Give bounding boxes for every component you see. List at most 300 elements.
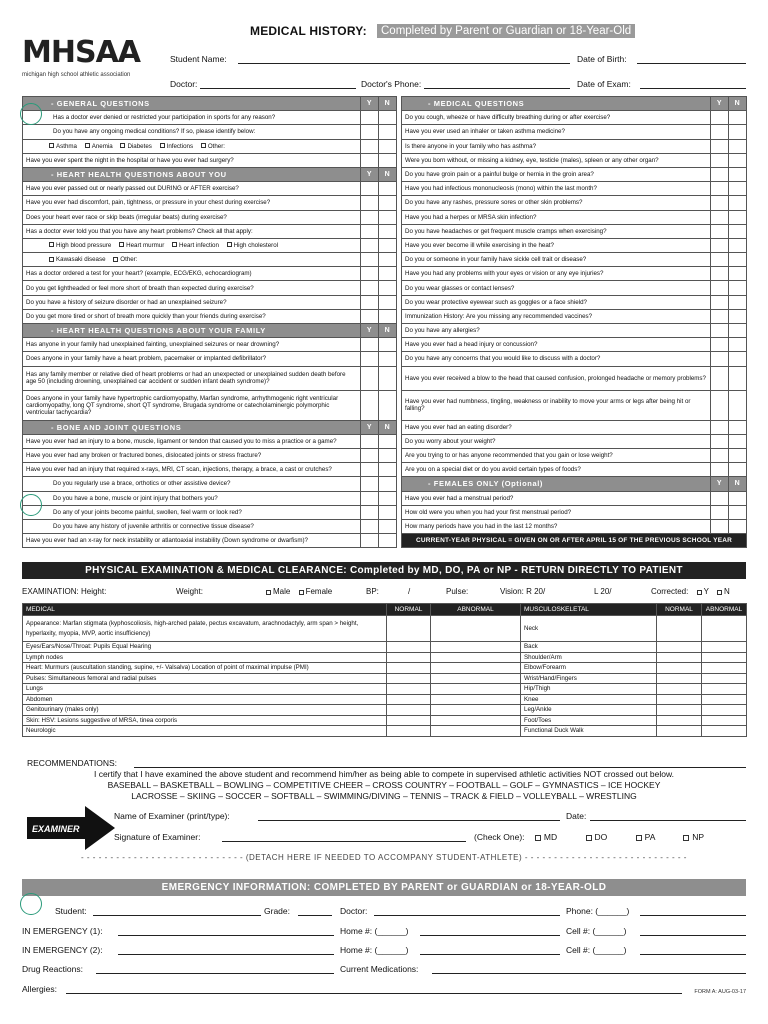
abnormal-cell[interactable]: [431, 663, 521, 674]
question-row: [402, 434, 747, 448]
no-cell[interactable]: [379, 448, 397, 462]
normal-cell[interactable]: [387, 684, 431, 695]
abnormal-cell[interactable]: [702, 673, 747, 684]
question-text: Do you get more tired or short of breath more quickly than your friends during exercise?: [23, 309, 361, 323]
normal-cell[interactable]: [657, 663, 702, 674]
yes-cell[interactable]: [711, 366, 729, 390]
question-text: Does anyone in your family have hypertrophic cardiomyopathy, Marfan syndrome, arrhythmogenic right ventricular cardiomyopathy, long QT syndrome, short QT syndrome, Brugada syndrome or catecholaminergic polymorphic ventricular tachycardia?: [23, 390, 361, 420]
normal-cell[interactable]: [387, 642, 431, 653]
musculo-item: Knee: [521, 694, 657, 705]
no-cell[interactable]: [729, 463, 747, 477]
abnormal-cell[interactable]: [702, 726, 747, 737]
yes-cell[interactable]: [711, 434, 729, 448]
question-text: Do you regularly use a brace, orthotics or other assistive device?: [23, 477, 361, 491]
examiner-label: EXAMINER: [32, 824, 80, 834]
no-cell[interactable]: [379, 253, 397, 267]
yes-cell[interactable]: [711, 139, 729, 153]
abnormal-cell[interactable]: [431, 694, 521, 705]
abnormal-cell[interactable]: [702, 715, 747, 726]
mhsaa-logo: [22, 36, 164, 86]
yes-cell[interactable]: [711, 281, 729, 295]
section-title: - MEDICAL QUESTIONS: [402, 97, 711, 111]
no-cell[interactable]: [379, 224, 397, 238]
no-header: N: [729, 477, 747, 491]
abnormal-cell[interactable]: [431, 673, 521, 684]
yes-cell[interactable]: [711, 224, 729, 238]
no-cell[interactable]: [729, 267, 747, 281]
question-text: Do you cough, wheeze or have difficulty breathing during or after exercise?: [402, 111, 711, 125]
section-title: - HEART HEALTH QUESTIONS ABOUT YOU: [23, 167, 361, 181]
question-text: Are you on a special diet or do you avoid certain types of foods?: [402, 463, 711, 477]
no-cell[interactable]: [379, 182, 397, 196]
question-text: Are you trying to or has anyone recommended that you gain or lose weight?: [402, 448, 711, 462]
yes-cell[interactable]: [361, 281, 379, 295]
abnormal-cell[interactable]: [431, 642, 521, 653]
home2-field[interactable]: [420, 954, 560, 955]
male-checkbox[interactable]: [266, 590, 271, 595]
emergency2-label: IN EMERGENCY (2):: [22, 945, 103, 955]
yes-cell[interactable]: [361, 434, 379, 448]
exam-item: Genitourinary (males only): [23, 705, 387, 716]
checkbox-row: [23, 139, 397, 153]
question-row: [402, 309, 747, 323]
no-cell[interactable]: [729, 139, 747, 153]
yes-cell[interactable]: [711, 111, 729, 125]
section-heart-you: [23, 167, 397, 181]
abnormal-cell[interactable]: [702, 684, 747, 695]
weight-label: Weight:: [176, 587, 203, 596]
yes-cell[interactable]: [711, 338, 729, 352]
no-cell[interactable]: [379, 139, 397, 153]
yes-cell[interactable]: [711, 505, 729, 519]
question-row: [402, 182, 747, 196]
checkbox[interactable]: [49, 143, 54, 148]
question-row: [402, 295, 747, 309]
em-student-field[interactable]: [93, 915, 261, 916]
question-row: [23, 477, 397, 491]
abnormal-cell[interactable]: [431, 715, 521, 726]
question-row: [402, 153, 747, 167]
normal-cell[interactable]: [387, 726, 431, 737]
no-cell[interactable]: [379, 267, 397, 281]
normal-cell[interactable]: [387, 694, 431, 705]
no-cell[interactable]: [729, 253, 747, 267]
question-row: [23, 448, 397, 462]
yes-cell[interactable]: [711, 324, 729, 338]
abnormal-cell[interactable]: [431, 616, 521, 642]
em-doctor-field[interactable]: [374, 915, 560, 916]
no-cell[interactable]: [729, 324, 747, 338]
yes-cell[interactable]: [711, 153, 729, 167]
no-cell[interactable]: [379, 352, 397, 366]
yes-cell[interactable]: [711, 182, 729, 196]
question-row: [402, 111, 747, 125]
question-text: Have you ever had an x-ray for neck instability or atlantoaxial instability (Down syndrome or dwarfism)?: [23, 534, 361, 548]
yes-cell[interactable]: [361, 519, 379, 533]
normal-header: NORMAL: [657, 604, 702, 616]
emergency1-field[interactable]: [118, 935, 334, 936]
no-cell[interactable]: [729, 390, 747, 420]
question-row: [402, 519, 747, 533]
yes-cell[interactable]: [361, 224, 379, 238]
corrected-no-checkbox[interactable]: [717, 590, 722, 595]
normal-cell[interactable]: [657, 652, 702, 663]
yes-cell[interactable]: [711, 253, 729, 267]
checkbox[interactable]: [120, 143, 125, 148]
no-cell[interactable]: [729, 167, 747, 181]
corrected-yes-checkbox[interactable]: [697, 590, 702, 595]
yes-cell[interactable]: [711, 390, 729, 420]
no-cell[interactable]: [379, 153, 397, 167]
doctor-field[interactable]: [200, 88, 356, 89]
musculo-item: Neck: [521, 616, 657, 642]
question-text: Has a doctor ever told you that you have any heart problems? Check all that apply:: [23, 224, 361, 238]
yes-cell[interactable]: [711, 238, 729, 252]
exam-row: [23, 726, 747, 737]
yes-cell[interactable]: [711, 309, 729, 323]
no-cell[interactable]: [729, 434, 747, 448]
np-checkbox[interactable]: [683, 835, 689, 841]
examiner-name-field[interactable]: [258, 820, 560, 821]
yes-cell[interactable]: [361, 491, 379, 505]
musculoskeletal-header: MUSCULOSKELETAL: [521, 604, 657, 616]
cell1-field[interactable]: [640, 935, 746, 936]
checkbox[interactable]: [49, 242, 54, 247]
no-cell[interactable]: [729, 309, 747, 323]
question-row: [23, 505, 397, 519]
yes-cell[interactable]: [361, 196, 379, 210]
logo-text: MHSAA: [22, 35, 141, 70]
question-row: [23, 534, 397, 548]
checkbox-label: Diabetes: [127, 142, 152, 150]
no-cell[interactable]: [729, 182, 747, 196]
question-row: [402, 491, 747, 505]
yes-cell[interactable]: [711, 267, 729, 281]
yes-cell[interactable]: [361, 295, 379, 309]
no-cell[interactable]: [729, 111, 747, 125]
exam-header-row: [23, 604, 747, 616]
vision-l-label: L 20/: [594, 587, 612, 596]
question-row: [23, 309, 397, 323]
cell2-field[interactable]: [640, 954, 746, 955]
yes-cell[interactable]: [361, 366, 379, 390]
home2-label: Home #: (______): [340, 945, 409, 955]
question-text: Have you had a herpes or MRSA skin infection?: [402, 210, 711, 224]
abnormal-cell[interactable]: [702, 642, 747, 653]
normal-cell[interactable]: [657, 694, 702, 705]
dob-field[interactable]: [637, 63, 746, 64]
yes-cell[interactable]: [711, 420, 729, 434]
normal-cell[interactable]: [657, 616, 702, 642]
section-medical: [402, 97, 747, 111]
yes-cell[interactable]: [711, 125, 729, 139]
yes-cell[interactable]: [361, 139, 379, 153]
checkbox[interactable]: [172, 242, 177, 247]
normal-cell[interactable]: [657, 684, 702, 695]
exam-item: Skin: HSV: Lesions suggestive of MRSA, tinea corporis: [23, 715, 387, 726]
no-header: N: [729, 97, 747, 111]
current-meds-field[interactable]: [432, 973, 746, 974]
yes-cell[interactable]: [361, 253, 379, 267]
emergency2-field[interactable]: [118, 954, 334, 955]
em-grade-field[interactable]: [298, 915, 332, 916]
emergency1-label: IN EMERGENCY (1):: [22, 926, 103, 936]
no-cell[interactable]: [729, 210, 747, 224]
no-cell[interactable]: [729, 196, 747, 210]
exam-row: [23, 663, 747, 674]
no-cell[interactable]: [379, 238, 397, 252]
pulse-label: Pulse:: [446, 587, 469, 596]
yes-cell[interactable]: [711, 519, 729, 533]
examiner-name-label: Name of Examiner (print/type):: [114, 811, 230, 821]
no-cell[interactable]: [729, 505, 747, 519]
current-year-row: [402, 534, 747, 548]
abnormal-cell[interactable]: [431, 705, 521, 716]
yes-cell[interactable]: [361, 210, 379, 224]
question-row: [23, 111, 397, 125]
checkbox-label: High blood pressure: [56, 241, 112, 249]
exam-date-field[interactable]: [590, 820, 746, 821]
pa-checkbox[interactable]: [636, 835, 642, 841]
no-cell[interactable]: [379, 519, 397, 533]
no-cell[interactable]: [729, 224, 747, 238]
yes-cell[interactable]: [361, 390, 379, 420]
examiner-arrow: [27, 806, 115, 852]
md-checkbox[interactable]: [535, 835, 541, 841]
normal-cell[interactable]: [387, 616, 431, 642]
yes-label: Y: [703, 587, 709, 596]
checkbox-label: Kawasaki disease: [56, 256, 106, 264]
question-text: Have you had any problems with your eyes or vision or any eye injuries?: [402, 267, 711, 281]
current-meds-label: Current Medications:: [340, 964, 419, 974]
checkbox[interactable]: [113, 257, 118, 262]
yes-cell[interactable]: [711, 167, 729, 181]
checkbox[interactable]: [119, 242, 124, 247]
no-cell[interactable]: [379, 477, 397, 491]
no-header: N: [379, 324, 397, 338]
normal-cell[interactable]: [387, 663, 431, 674]
no-cell[interactable]: [729, 338, 747, 352]
height-label: EXAMINATION: Height:: [22, 587, 107, 596]
question-text: Have you ever passed out or nearly passed out DURING or AFTER exercise?: [23, 182, 361, 196]
normal-cell[interactable]: [657, 642, 702, 653]
no-cell[interactable]: [379, 366, 397, 390]
male-label: Male: [273, 587, 291, 596]
no-cell[interactable]: [379, 505, 397, 519]
yes-cell[interactable]: [361, 267, 379, 281]
question-row: [402, 448, 747, 462]
yes-cell[interactable]: [361, 238, 379, 252]
no-cell[interactable]: [729, 281, 747, 295]
question-row: [23, 224, 397, 238]
exam-row: [23, 684, 747, 695]
no-cell[interactable]: [379, 463, 397, 477]
abnormal-cell[interactable]: [702, 652, 747, 663]
em-phone-field[interactable]: [640, 915, 746, 916]
yes-cell[interactable]: [361, 111, 379, 125]
sports-list-1: BASEBALL – BASKETBALL – BOWLING – COMPETITIVE CHEER – CROSS COUNTRY – FOOTBALL – GOLF – GYMNASTICS – ICE HOCKEY: [107, 780, 661, 790]
drug-reactions-field[interactable]: [96, 973, 334, 974]
checkbox-label: Other:: [207, 142, 226, 150]
dob-label: Date of Birth:: [577, 54, 627, 64]
abnormal-cell[interactable]: [702, 694, 747, 705]
checkbox[interactable]: [227, 242, 232, 247]
normal-cell[interactable]: [657, 726, 702, 737]
sports-list-2: LACROSSE – SKIING – SOCCER – SOFTBALL – SWIMMING/DIVING – TENNIS – TRACK & FIELD – VOLLEYBALL – WRESTLING: [131, 791, 637, 801]
no-cell[interactable]: [729, 352, 747, 366]
yes-cell[interactable]: [361, 338, 379, 352]
exam-item: Abdomen: [23, 694, 387, 705]
abnormal-cell[interactable]: [431, 726, 521, 737]
question-text: Do you have groin pain or a painful bulge or hernia in the groin area?: [402, 167, 711, 181]
detach-line: - - - - - - - - - - - - - - - - - - - - - - - - - - - - (DETACH HERE IF NEEDED TO ACCOMPANY STUDENT-ATHLETE) - - - - - - - - - - - - - - - - - - - - - - - - - - - -: [81, 853, 687, 862]
musculo-item: Functional Duck Walk: [521, 726, 657, 737]
section-heart-family: [23, 324, 397, 338]
abnormal-cell[interactable]: [702, 705, 747, 716]
normal-cell[interactable]: [657, 705, 702, 716]
checkbox[interactable]: [49, 257, 54, 262]
normal-cell[interactable]: [657, 673, 702, 684]
no-cell[interactable]: [379, 111, 397, 125]
abnormal-header: ABNORMAL: [431, 604, 521, 616]
no-cell[interactable]: [729, 366, 747, 390]
no-cell[interactable]: [379, 210, 397, 224]
yes-cell[interactable]: [361, 448, 379, 462]
no-cell[interactable]: [729, 153, 747, 167]
checkbox[interactable]: [85, 143, 90, 148]
question-text: Is there anyone in your family who has asthma?: [402, 139, 711, 153]
yes-cell[interactable]: [361, 125, 379, 139]
no-cell[interactable]: [729, 519, 747, 533]
home1-field[interactable]: [420, 935, 560, 936]
female-checkbox[interactable]: [299, 590, 304, 595]
normal-cell[interactable]: [387, 715, 431, 726]
no-cell[interactable]: [379, 309, 397, 323]
logo-subtitle: michigan high school athletic association: [22, 72, 131, 78]
exam-row: [23, 694, 747, 705]
abnormal-cell[interactable]: [702, 616, 747, 642]
yes-cell[interactable]: [711, 491, 729, 505]
yes-cell[interactable]: [711, 210, 729, 224]
yes-cell[interactable]: [361, 534, 379, 548]
normal-cell[interactable]: [387, 673, 431, 684]
exam-item: Pulses: Simultaneous femoral and radial pulses: [23, 673, 387, 684]
yes-cell[interactable]: [361, 182, 379, 196]
question-row: [23, 210, 397, 224]
yes-cell[interactable]: [711, 448, 729, 462]
no-cell[interactable]: [379, 295, 397, 309]
exam-row: [23, 705, 747, 716]
check-one: [474, 832, 704, 842]
no-cell[interactable]: [729, 238, 747, 252]
question-text: Do any of your joints become painful, swollen, feel warm or look red?: [23, 505, 361, 519]
question-text: How old were you when you had your first menstrual period?: [402, 505, 711, 519]
question-row: [402, 238, 747, 252]
no-header: N: [379, 167, 397, 181]
student-name-field[interactable]: [238, 63, 570, 64]
no-cell[interactable]: [729, 295, 747, 309]
no-cell[interactable]: [379, 281, 397, 295]
question-text: Has a doctor ordered a test for your heart? (example, ECG/EKG, echocardiogram): [23, 267, 361, 281]
no-cell[interactable]: [379, 534, 397, 548]
question-text: Do you wear glasses or contact lenses?: [402, 281, 711, 295]
musculo-item: Leg/Ankle: [521, 705, 657, 716]
no-cell[interactable]: [379, 491, 397, 505]
em-phone-label: Phone: (______): [566, 906, 630, 916]
emergency-bar: EMERGENCY INFORMATION: COMPLETED BY PARENT or GUARDIAN or 18-YEAR-OLD: [22, 879, 746, 896]
vision-r-label: Vision: R 20/: [500, 587, 546, 596]
yes-cell[interactable]: [711, 352, 729, 366]
form-title: MEDICAL HISTORY:: [250, 24, 367, 38]
section-title: - FEMALES ONLY (Optional): [402, 477, 711, 491]
yes-cell[interactable]: [361, 309, 379, 323]
recommendations-field[interactable]: [134, 767, 746, 768]
checkbox[interactable]: [201, 143, 206, 148]
student-name-label: Student Name:: [170, 54, 227, 64]
question-row: [402, 505, 747, 519]
no-cell[interactable]: [729, 491, 747, 505]
normal-cell[interactable]: [387, 652, 431, 663]
exam-row: [23, 715, 747, 726]
question-text: Do you wear protective eyewear such as goggles or a face shield?: [402, 295, 711, 309]
yes-cell[interactable]: [711, 295, 729, 309]
no-cell[interactable]: [729, 448, 747, 462]
no-cell[interactable]: [379, 196, 397, 210]
question-row: [23, 196, 397, 210]
no-cell[interactable]: [729, 420, 747, 434]
md-label: MD: [543, 832, 558, 842]
pa-label: PA: [644, 832, 655, 842]
musculo-item: Elbow/Forearm: [521, 663, 657, 674]
yes-cell[interactable]: [361, 477, 379, 491]
checkbox[interactable]: [160, 143, 165, 148]
no-cell[interactable]: [379, 338, 397, 352]
question-text: Do you have headaches or get frequent muscle cramps when exercising?: [402, 224, 711, 238]
signature-field[interactable]: [222, 841, 466, 842]
question-text: Has anyone in your family had unexplained fainting, unexplained seizures or near drowning?: [23, 338, 361, 352]
question-row: [402, 338, 747, 352]
yes-cell[interactable]: [711, 463, 729, 477]
do-checkbox[interactable]: [586, 835, 592, 841]
form-title-highlight: Completed by Parent or Guardian or 18-Year-Old: [377, 24, 635, 38]
exam-row: [23, 673, 747, 684]
yes-cell[interactable]: [361, 505, 379, 519]
question-text: Has a doctor ever denied or restricted your participation in sports for any reason?: [23, 111, 361, 125]
no-cell[interactable]: [379, 390, 397, 420]
yes-cell[interactable]: [361, 463, 379, 477]
yes-cell[interactable]: [361, 153, 379, 167]
abnormal-cell[interactable]: [431, 684, 521, 695]
abnormal-cell[interactable]: [431, 652, 521, 663]
no-cell[interactable]: [729, 125, 747, 139]
allergies-field[interactable]: [66, 993, 682, 994]
appearance-line-2: arm span > height, hyperlaxity, myopia, MVP, aortic insufficiency): [26, 619, 359, 637]
no-cell[interactable]: [379, 434, 397, 448]
cell1-label: Cell #: (______): [566, 926, 627, 936]
doctor-phone-field[interactable]: [424, 88, 570, 89]
date-exam-field[interactable]: [640, 88, 746, 89]
yes-cell[interactable]: [361, 352, 379, 366]
no-cell[interactable]: [379, 125, 397, 139]
yes-cell[interactable]: [711, 196, 729, 210]
section-title: - HEART HEALTH QUESTIONS ABOUT YOUR FAMILY: [23, 324, 361, 338]
no-header: N: [379, 97, 397, 111]
exam-row: [23, 652, 747, 663]
normal-cell[interactable]: [387, 705, 431, 716]
normal-cell[interactable]: [657, 715, 702, 726]
abnormal-cell[interactable]: [702, 663, 747, 674]
question-row: [402, 390, 747, 420]
